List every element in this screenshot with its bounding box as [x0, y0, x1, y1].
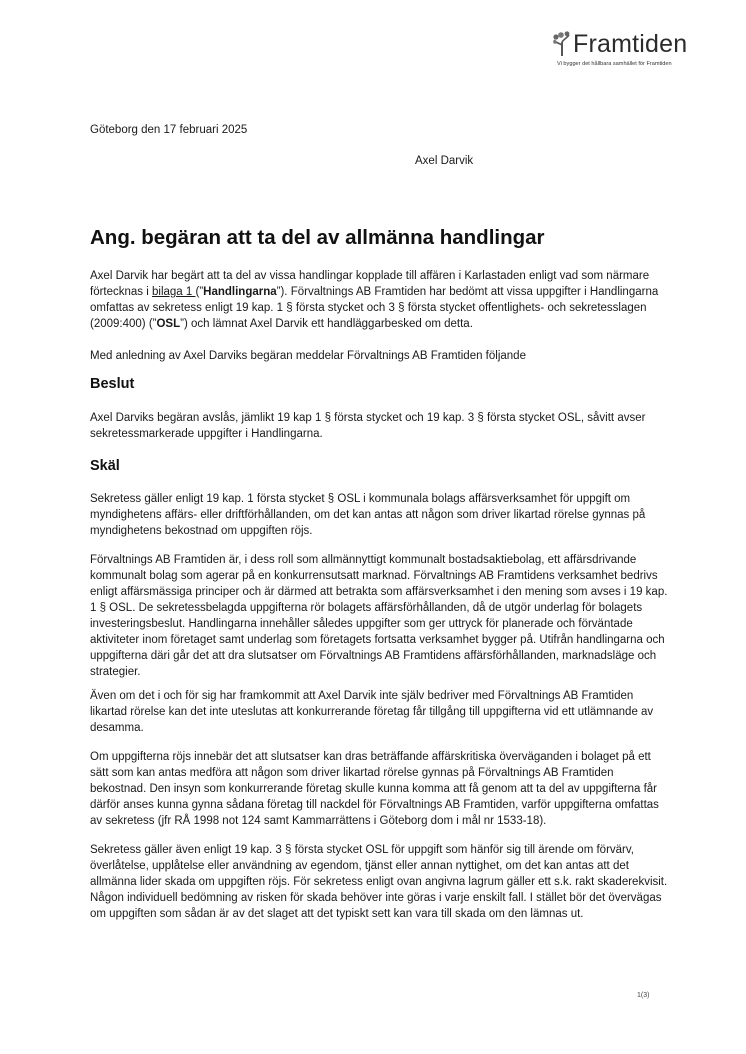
- bilaga-1-link[interactable]: bilaga 1: [152, 286, 196, 298]
- skal-paragraph-5: Sekretess gäller även enligt 19 kap. 3 § första stycket OSL för uppgift som hänför sig till ärende om förvärv, överlåtelse, upplåtelse eller användning av egendom, tjänst eller annan nyttighet, om det kan antas att det allmänna lider skada om uppgiften röjs. För sekretess enligt ovan angivna lagrum gäller ett s.k. rakt skaderekvisit. Någon individuell bedömning av risken för skada behöver inte göras i varje enskilt fall. I stället bör det övervägas om uppgiften som sådan är av det slaget att det typiskt sett kan vara till skada om den lämnas ut.: [90, 844, 668, 920]
- tree-icon: [553, 31, 571, 57]
- intro-paragraph: Axel Darvik har begärt att ta del av vissa handlingar kopplade till affären i Karlastaden enligt vad som närmare förtecknas i bilaga 1 (”Handlingarna”). Förvaltnings AB Framtiden har bedömt att vissa uppgifter i Handlingarna omfattas av sekretess enligt 19 kap. 1 § första stycket och 3 § första stycket offentlighets- och sekretesslagen (2009:400) (”OSL”) och lämnat Axel Darvik ett handläggarbesked om detta.: [90, 270, 659, 330]
- skal-paragraph-2: Förvaltnings AB Framtiden är, i dess roll som allmännyttigt kommunalt bostadsaktiebolag, ett affärsdrivande kommunalt bolag som agerar på en konkurrensutsatt marknad. Förvaltnings AB Framtidens verksamhet bedrivs enligt affärsmässiga principer och är därmed att betrakta som affärsverksamhet i den mening som avses i 19 kap. 1 § OSL. De sekretessbelagda uppgifterna rör bolagets affärsförhållanden, då de utgör underlag för bolagets investeringsbeslut. Handlingarna innehåller således uppgifter som ger uttryck för planerade och förväntade aktiviteter inom företaget samt underlag som företagets fortsatta verksamhet bygger på. Utifrån handlingarna och uppgifterna däri går det att dra slutsatser om Förvaltnings AB Framtidens affärsförhållanden, marknadsläge och strategier.: [90, 554, 668, 678]
- page-number: 1(3): [637, 992, 650, 999]
- skal-paragraph-1: Sekretess gäller enligt 19 kap. 1 första stycket § OSL i kommunala bolags affärsverksamhet för uppgift om myndighetens affärs- eller driftförhållanden, om det kan antas att någon som driver likartad rörelse gynnas på myndighetens bekostnad om uppgiften röjs.: [90, 493, 646, 537]
- date-line: Göteborg den 17 februari 2025: [90, 124, 248, 136]
- beslut-heading: Beslut: [90, 376, 135, 392]
- skal-paragraph-3: Även om det i och för sig har framkommit att Axel Darvik inte själv bedriver med Förvaltnings AB Framtiden likartad rörelse kan det inte uteslutas att konkurrerande företag får tillgång till uppgifterna vid ett utlämnande av desamma.: [90, 690, 654, 734]
- company-logo: [553, 30, 703, 76]
- logo-name: Framtiden: [573, 30, 688, 58]
- beslut-paragraph: Axel Darviks begäran avslås, jämlikt 19 kap 1 § första stycket och 19 kap. 3 § första stycket OSL, såvitt avser sekretessmarkerade uppgifter i Handlingarna.: [90, 412, 646, 440]
- recipient-name: Axel Darvik: [415, 155, 474, 167]
- document-title: Ang. begäran att ta del av allmänna handlingar: [90, 226, 545, 249]
- intro-paragraph-2: Med anledning av Axel Darviks begäran meddelar Förvaltnings AB Framtiden följande: [90, 350, 526, 362]
- skal-heading: Skäl: [90, 458, 120, 474]
- skal-paragraph-4: Om uppgifterna röjs innebär det att slutsatser kan dras beträffande affärskritiska överväganden i bolaget på ett sätt som kan antas medföra att någon som driver likartad rörelse gynnas på Förvaltnings AB Framtiden bekostnad. Den insyn som konkurrerande företag skulle kunna komma att få genom att ta del av uppgifterna får därför anses kunna gynna sådana företag till nackdel för Förvaltnings AB Framtiden, varför uppgifterna omfattas av sekretess (jfr RÅ 1998 not 124 samt Kammarrättens i Göteborg dom i mål nr 1533-18).: [90, 751, 659, 827]
- logo-tagline: Vi bygger det hållbara samhället för Framtiden: [557, 61, 672, 67]
